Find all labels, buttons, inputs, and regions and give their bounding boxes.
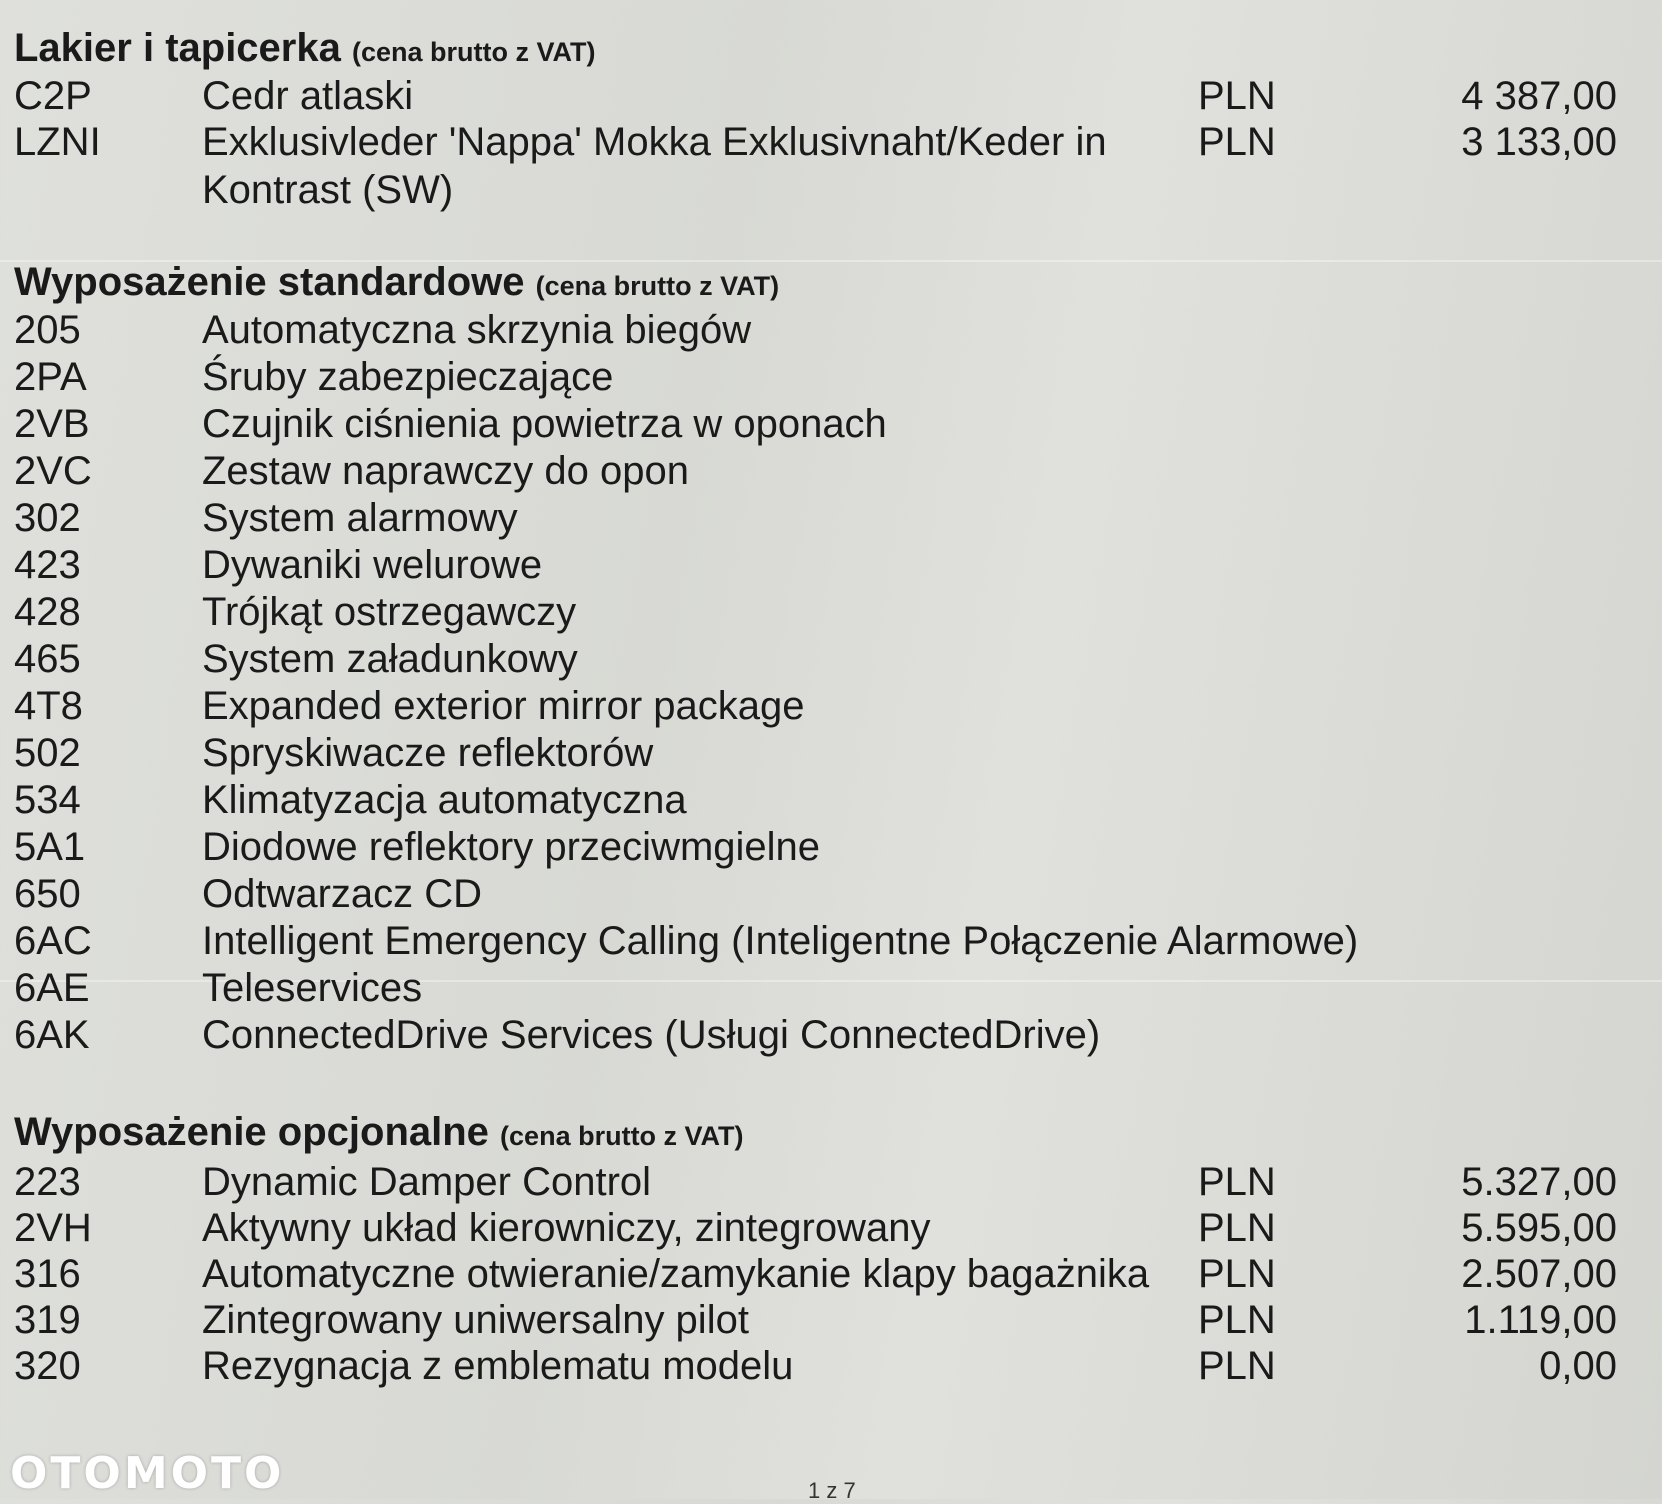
row-code: LZNI bbox=[14, 120, 101, 164]
row-code: 6AC bbox=[14, 919, 92, 963]
section-heading-paint bbox=[14, 26, 595, 71]
row-code: 2PA bbox=[14, 355, 87, 399]
row-desc: System załadunkowy bbox=[202, 637, 578, 681]
row-desc: Exklusivleder 'Nappa' Mokka Exklusivnaht/Keder in bbox=[202, 120, 1107, 164]
row-price: 3 133,00 bbox=[1461, 120, 1617, 164]
row-code: 6AE bbox=[14, 966, 90, 1010]
row-currency: PLN bbox=[1198, 1160, 1276, 1204]
section-subtitle: (cena brutto z VAT) bbox=[500, 1121, 744, 1151]
section-heading-standard bbox=[14, 260, 779, 305]
section-title: Wyposażenie standardowe bbox=[14, 260, 525, 304]
row-desc: Automatyczne otwieranie/zamykanie klapy bagażnika bbox=[202, 1252, 1150, 1296]
row-desc: Automatyczna skrzynia biegów bbox=[202, 308, 752, 352]
row-desc: Expanded exterior mirror package bbox=[202, 684, 805, 728]
row-code: 316 bbox=[14, 1252, 81, 1296]
row-price: 1.119,00 bbox=[1464, 1298, 1617, 1342]
watermark-logo: OTOMOTO bbox=[10, 1448, 285, 1499]
row-desc: Dynamic Damper Control bbox=[202, 1160, 652, 1204]
row-desc-continued: Kontrast (SW) bbox=[202, 168, 454, 212]
row-desc: Zintegrowany uniwersalny pilot bbox=[202, 1298, 749, 1342]
row-desc: Czujnik ciśnienia powietrza w oponach bbox=[202, 402, 887, 446]
section-title: Wyposażenie opcjonalne bbox=[14, 1110, 489, 1154]
row-price: 0,00 bbox=[1539, 1344, 1617, 1388]
section-heading-optional bbox=[14, 1110, 744, 1155]
row-desc: Odtwarzacz CD bbox=[202, 872, 483, 916]
row-desc: Dywaniki welurowe bbox=[202, 543, 543, 587]
row-code: 534 bbox=[14, 778, 81, 822]
row-code: 2VC bbox=[14, 449, 92, 493]
row-code: 302 bbox=[14, 496, 81, 540]
row-price: 4 387,00 bbox=[1461, 74, 1617, 118]
row-code: 319 bbox=[14, 1298, 81, 1342]
row-currency: PLN bbox=[1198, 1206, 1276, 1250]
page-number: 1 z 7 bbox=[808, 1478, 856, 1503]
row-code: 205 bbox=[14, 308, 81, 352]
row-code: 6AK bbox=[14, 1013, 90, 1057]
row-code: 650 bbox=[14, 872, 81, 916]
row-code: 423 bbox=[14, 543, 81, 587]
row-currency: PLN bbox=[1198, 1252, 1276, 1296]
row-code: 465 bbox=[14, 637, 81, 681]
row-currency: PLN bbox=[1198, 1344, 1276, 1388]
row-desc: Cedr atlaski bbox=[202, 74, 414, 118]
row-desc: Rezygnacja z emblematu modelu bbox=[202, 1344, 794, 1388]
section-title: Lakier i tapicerka bbox=[14, 26, 341, 70]
row-desc: Spryskiwacze reflektorów bbox=[202, 731, 654, 775]
row-desc: Zestaw naprawczy do opon bbox=[202, 449, 689, 493]
row-desc: Intelligent Emergency Calling (Inteligentne Połączenie Alarmowe) bbox=[202, 919, 1359, 963]
row-desc: Aktywny układ kierowniczy, zintegrowany bbox=[202, 1206, 931, 1250]
row-desc: Diodowe reflektory przeciwmgielne bbox=[202, 825, 821, 869]
row-code: 223 bbox=[14, 1160, 81, 1204]
row-code: 502 bbox=[14, 731, 81, 775]
section-subtitle: (cena brutto z VAT) bbox=[351, 37, 596, 67]
row-code: 2VB bbox=[14, 402, 90, 446]
row-code: 2VH bbox=[14, 1206, 92, 1250]
section-subtitle: (cena brutto z VAT) bbox=[535, 271, 780, 301]
row-desc: Trójkąt ostrzegawczy bbox=[202, 590, 577, 634]
row-currency: PLN bbox=[1198, 120, 1276, 164]
row-desc: System alarmowy bbox=[202, 496, 518, 540]
row-code: 428 bbox=[14, 590, 81, 634]
row-desc: Teleservices bbox=[202, 966, 423, 1010]
row-desc: ConnectedDrive Services (Usługi ConnectedDrive) bbox=[202, 1013, 1101, 1057]
row-code: 320 bbox=[14, 1344, 81, 1388]
row-price: 5.595,00 bbox=[1461, 1206, 1617, 1250]
row-currency: PLN bbox=[1198, 74, 1276, 118]
row-code: C2P bbox=[14, 74, 92, 118]
row-desc: Śruby zabezpieczające bbox=[202, 355, 614, 399]
row-currency: PLN bbox=[1198, 1298, 1276, 1342]
row-code: 4T8 bbox=[14, 684, 83, 728]
row-desc: Klimatyzacja automatyczna bbox=[202, 778, 687, 822]
row-price: 2.507,00 bbox=[1461, 1252, 1617, 1296]
row-price: 5.327,00 bbox=[1461, 1160, 1617, 1204]
row-code: 5A1 bbox=[14, 825, 86, 869]
